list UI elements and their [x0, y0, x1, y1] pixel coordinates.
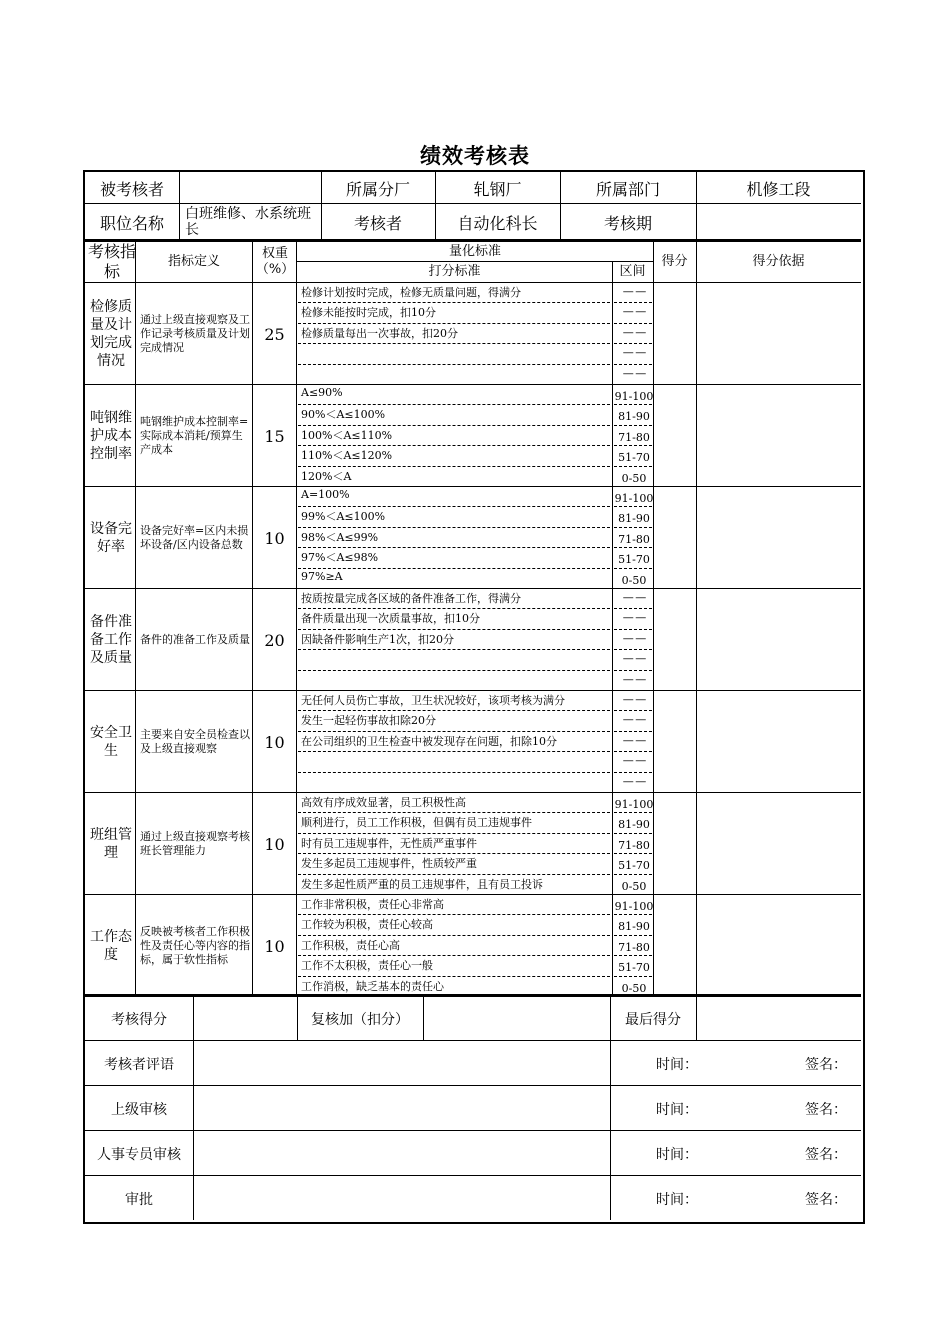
factory-value: 轧钢厂: [473, 179, 522, 199]
approval-label: 上级审核: [111, 1101, 167, 1118]
page-title: 绩效考核表: [420, 143, 530, 168]
range-value: 0-50: [621, 573, 647, 587]
comment-field[interactable]: [193, 1086, 610, 1131]
range-value: 81-90: [618, 818, 650, 832]
criterion-text: 工作较为积极，责任心较高: [301, 918, 433, 932]
score-field[interactable]: [653, 895, 696, 997]
examinee-field[interactable]: [179, 172, 321, 204]
examiner-value: 自动化科长: [457, 213, 538, 233]
indicator-definition: 反映被考核者工作积极性及责任心等内容的指标，属于软性指标: [140, 925, 250, 966]
indicator-definition: 通过上级直接观察及工作记录考核质量及计划完成情况: [140, 313, 250, 354]
col-definition: 指标定义: [167, 254, 220, 269]
indicator-definition: 通过上级直接观察考核班长管理能力: [140, 830, 250, 857]
indicator-name: 设备完好率: [90, 521, 132, 555]
indicator-definition: 主要来自安全员检查以及上级直接观察: [140, 728, 250, 755]
criterion-text: 工作消极，缺乏基本的责任心: [301, 979, 444, 993]
signature-label: 签名：: [805, 1056, 847, 1073]
position-value: 白班维修、水系统班长: [185, 206, 311, 238]
criterion-text: 无任何人员伤亡事故，卫生状况较好，该项考核为满分: [301, 694, 565, 707]
range-empty-mark: — —: [622, 774, 646, 788]
score-field[interactable]: [653, 691, 696, 793]
range-empty-mark: — —: [622, 305, 646, 319]
indicator-name: 检修质量及计划完成情况: [90, 299, 132, 369]
indicator-weight: 10: [264, 528, 285, 548]
criterion-text: 按质按量完成各区域的备件准备工作，得满分: [301, 592, 521, 605]
review-adjust-field[interactable]: [423, 997, 610, 1040]
period-field[interactable]: [696, 204, 861, 240]
comment-field[interactable]: [193, 1131, 610, 1176]
score-field[interactable]: [653, 487, 696, 589]
criterion-text: 检修计划按时完成，检修无质量问题，得满分: [301, 286, 521, 299]
final-score-field[interactable]: [696, 997, 861, 1040]
position-label: 职位名称: [99, 213, 164, 233]
col-indicator: 考核指标: [88, 242, 137, 281]
range-value: 81-90: [618, 410, 650, 424]
indicator-weight: 20: [264, 630, 285, 650]
range-value: 81-90: [618, 512, 650, 526]
score-field[interactable]: [653, 793, 696, 895]
range-value: 91-100: [614, 798, 654, 811]
range-empty-mark: — —: [622, 754, 646, 768]
review-adjust-label: 复核加（扣分）: [311, 1011, 409, 1028]
indicator-weight: 15: [264, 426, 285, 446]
indicator-name: 吨钢维护成本控制率: [90, 410, 132, 462]
range-empty-mark: — —: [622, 611, 646, 625]
criterion-text: 99%＜A≤100%: [301, 510, 386, 524]
range-empty-mark: — —: [622, 672, 646, 686]
criterion-text: 时有员工违规事件，无性质严重事件: [301, 836, 477, 850]
period-label: 考核期: [603, 213, 652, 233]
dept-value: 机修工段: [746, 179, 811, 199]
score-basis-field[interactable]: [696, 691, 861, 793]
total-score-field[interactable]: [193, 997, 297, 1040]
score-field[interactable]: [653, 283, 696, 385]
criterion-text: 检修未能按时完成，扣10分: [301, 306, 436, 320]
indicator-name: 班组管理: [90, 827, 132, 861]
comment-field[interactable]: [193, 1176, 610, 1221]
range-value: 0-50: [621, 879, 647, 893]
final-score-label: 最后得分: [625, 1011, 681, 1028]
indicator-weight: 10: [264, 834, 285, 854]
score-basis-field[interactable]: [696, 487, 861, 589]
col-weight: 权重（%）: [255, 246, 295, 277]
approval-label: 人事专员审核: [97, 1146, 181, 1163]
time-label: 时间：: [656, 1101, 698, 1118]
signature-label: 签名：: [805, 1191, 847, 1208]
criterion-text: A=100%: [301, 488, 350, 501]
range-value: 51-70: [618, 451, 650, 465]
score-field[interactable]: [653, 385, 696, 487]
range-value: 0-50: [621, 471, 647, 485]
dept-label: 所属部门: [595, 179, 660, 199]
criterion-text: 工作积极，责任心高: [301, 938, 400, 952]
range-empty-mark: — —: [622, 285, 646, 298]
indicator-definition: 设备完好率=区内未损坏设备/区内设备总数: [140, 524, 249, 551]
criterion-text: 97%＜A≤98%: [301, 551, 379, 565]
examinee-label: 被考核者: [99, 179, 164, 199]
criterion-text: 发生多起员工违规事件，性质较严重: [301, 857, 477, 871]
range-value: 91-100: [614, 900, 654, 913]
factory-label: 所属分厂: [345, 179, 410, 199]
criterion-text: 110%＜A≤120%: [301, 449, 393, 463]
criterion-text: 检修质量每出一次事故，扣20分: [301, 326, 458, 340]
range-empty-mark: — —: [622, 713, 646, 727]
range-empty-mark: — —: [622, 346, 646, 360]
range-value: 51-70: [618, 961, 650, 975]
range-empty-mark: — —: [622, 591, 646, 604]
indicator-definition: 吨钢维护成本控制率=实际成本消耗/预算生产成本: [140, 415, 249, 456]
indicator-weight: 10: [264, 936, 285, 956]
col-quant: 量化标准: [448, 244, 501, 259]
criterion-text: 90%＜A≤100%: [301, 408, 386, 422]
score-field[interactable]: [653, 589, 696, 691]
indicator-weight: 25: [264, 324, 285, 344]
score-basis-field[interactable]: [696, 589, 861, 691]
time-label: 时间：: [656, 1191, 698, 1208]
range-empty-mark: — —: [622, 325, 646, 339]
indicator-weight: 10: [264, 732, 285, 752]
score-basis-field[interactable]: [696, 793, 861, 895]
approval-label: 审批: [125, 1191, 153, 1208]
criterion-text: 100%＜A≤110%: [301, 428, 393, 442]
indicator-name: 工作态度: [90, 929, 132, 963]
range-empty-mark: — —: [622, 652, 646, 666]
indicator-name: 备件准备工作及质量: [90, 614, 132, 666]
examiner-label: 考核者: [353, 213, 402, 233]
range-value: 51-70: [618, 553, 650, 567]
criterion-text: 工作非常积极，责任心非常高: [301, 898, 444, 911]
criterion-text: 98%＜A≤99%: [301, 530, 379, 544]
range-value: 91-100: [614, 390, 654, 403]
col-basis: 得分依据: [752, 254, 805, 269]
range-empty-mark: — —: [622, 366, 646, 380]
range-value: 0-50: [621, 981, 647, 995]
signature-label: 签名：: [805, 1146, 847, 1163]
criterion-text: A≤90%: [301, 386, 343, 399]
range-empty-mark: — —: [622, 733, 646, 747]
criterion-text: 高效有序成效显著，员工积极性高: [301, 796, 466, 809]
indicator-name: 安全卫生: [90, 725, 132, 759]
criterion-text: 120%＜A: [301, 469, 352, 483]
time-label: 时间：: [656, 1056, 698, 1073]
approval-label: 考核者评语: [104, 1056, 174, 1073]
range-value: 71-80: [618, 532, 650, 546]
col-score: 得分: [661, 254, 688, 269]
score-basis-field[interactable]: [696, 895, 861, 997]
criterion-text: 备件质量出现一次质量事故，扣10分: [301, 612, 480, 626]
range-empty-mark: — —: [622, 693, 646, 706]
range-empty-mark: — —: [622, 631, 646, 645]
criterion-text: 发生多起性质严重的员工违规事件，且有员工投诉: [301, 877, 543, 891]
range-value: 71-80: [618, 430, 650, 444]
range-value: 71-80: [618, 838, 650, 852]
criterion-text: 顺利进行，员工工作积极，但偶有员工违规事件: [301, 816, 532, 830]
range-value: 91-100: [614, 492, 654, 505]
col-range: 区间: [619, 264, 646, 279]
range-value: 71-80: [618, 940, 650, 954]
indicator-definition: 备件的准备工作及质量: [140, 633, 250, 646]
col-criteria: 打分标准: [428, 264, 481, 279]
criterion-text: 在公司组织的卫生检查中被发现存在问题，扣除10分: [301, 734, 557, 748]
criterion-text: 发生一起轻伤事故扣除20分: [301, 714, 436, 728]
criterion-text: 因缺备件影响生产1次，扣20分: [301, 632, 454, 646]
score-basis-field[interactable]: [696, 283, 861, 385]
criterion-text: 97%≥A: [301, 569, 343, 583]
signature-label: 签名：: [805, 1101, 847, 1118]
comment-field[interactable]: [193, 1041, 610, 1086]
time-label: 时间：: [656, 1146, 698, 1163]
range-value: 81-90: [618, 920, 650, 934]
range-value: 51-70: [618, 859, 650, 873]
score-basis-field[interactable]: [696, 385, 861, 487]
total-score-label: 考核得分: [111, 1011, 167, 1028]
criterion-text: 工作不太积极，责任心一般: [301, 959, 433, 973]
